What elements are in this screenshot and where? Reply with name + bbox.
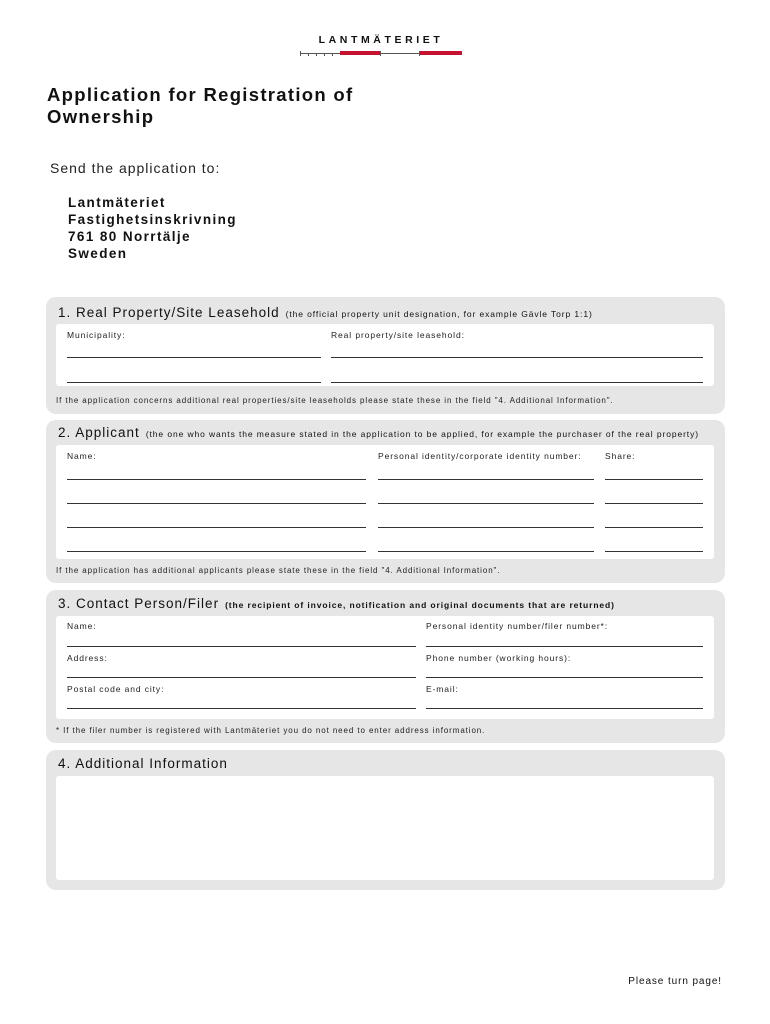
section-subtitle: (the recipient of invoice, notification and original documents that are returned): [225, 600, 615, 610]
section-title: 2. Applicant: [58, 425, 140, 440]
filer-number-field[interactable]: [426, 646, 703, 647]
section-contact-person: [46, 590, 725, 743]
property-label: Real property/site leasehold:: [331, 330, 465, 340]
section-heading: [58, 305, 593, 320]
property-field-1[interactable]: [331, 357, 703, 358]
section-note: * If the filer number is registered with Lantmäteriet you do not need to enter address information.: [56, 726, 486, 735]
section-additional-information: [46, 750, 725, 890]
name-label: Name:: [67, 451, 97, 461]
turn-page-note: Please turn page!: [628, 976, 722, 987]
section-title: 3. Contact Person/Filer: [58, 596, 220, 611]
section-heading: [58, 596, 615, 611]
filer-number-label: Personal identity number/filer number*:: [426, 621, 609, 631]
postal-code-label: Postal code and city:: [67, 684, 165, 694]
lantmateriet-logo-text: LANTMÄTERIET: [318, 34, 444, 46]
section-fields: [56, 445, 714, 559]
municipality-label: Municipality:: [67, 330, 126, 340]
email-field[interactable]: [426, 708, 703, 709]
page-title: Application for Registration of Ownership: [47, 84, 354, 127]
contact-name-field[interactable]: [67, 646, 416, 647]
section-subtitle: (the one who wants the measure stated in the application to be applied, for example the purchaser of the real property): [145, 429, 699, 439]
section-fields: [56, 324, 714, 386]
email-label: E-mail:: [426, 684, 459, 694]
share-label: Share:: [605, 451, 636, 461]
applicant-share-field[interactable]: [605, 479, 703, 480]
address-line: Sweden: [68, 246, 128, 261]
phone-label: Phone number (working hours):: [426, 653, 572, 663]
section-real-property: [46, 297, 725, 414]
identity-number-label: Personal identity/corporate identity number:: [378, 451, 582, 461]
property-field-2[interactable]: [331, 382, 703, 383]
section-heading: [58, 756, 228, 771]
applicant-name-field[interactable]: [67, 503, 366, 504]
applicant-name-field[interactable]: [67, 527, 366, 528]
section-fields: [56, 616, 714, 719]
additional-information-field[interactable]: [56, 776, 714, 880]
lantmateriet-logo-bar: [300, 51, 462, 56]
applicant-share-field[interactable]: [605, 551, 703, 552]
name-label: Name:: [67, 621, 97, 631]
municipality-field-2[interactable]: [67, 382, 321, 383]
postal-code-field[interactable]: [67, 708, 416, 709]
municipality-field-1[interactable]: [67, 357, 321, 358]
applicant-share-field[interactable]: [605, 527, 703, 528]
address-line: Lantmäteriet: [68, 195, 166, 210]
address-label: Address:: [67, 653, 108, 663]
section-title: 4. Additional Information: [58, 756, 228, 771]
applicant-name-field[interactable]: [67, 479, 366, 480]
section-note: If the application concerns additional real properties/site leaseholds please state these in the field "4. Additional Information".: [56, 396, 614, 405]
applicant-id-field[interactable]: [378, 527, 594, 528]
section-subtitle: (the official property unit designation, for example Gävle Torp 1:1): [285, 309, 593, 319]
section-heading: [58, 425, 699, 440]
address-line: 761 80 Norrtälje: [68, 229, 191, 244]
section-title: 1. Real Property/Site Leasehold: [58, 305, 280, 320]
applicant-share-field[interactable]: [605, 503, 703, 504]
applicant-name-field[interactable]: [67, 551, 366, 552]
mailing-address: [68, 194, 237, 262]
send-to-label: Send the application to:: [50, 160, 221, 176]
applicant-id-field[interactable]: [378, 551, 594, 552]
section-applicant: [46, 420, 725, 583]
section-note: If the application has additional applicants please state these in the field "4. Additional Information".: [56, 566, 501, 575]
applicant-id-field[interactable]: [378, 479, 594, 480]
phone-field[interactable]: [426, 677, 703, 678]
address-field[interactable]: [67, 677, 416, 678]
applicant-id-field[interactable]: [378, 503, 594, 504]
address-line: Fastighetsinskrivning: [68, 212, 237, 227]
